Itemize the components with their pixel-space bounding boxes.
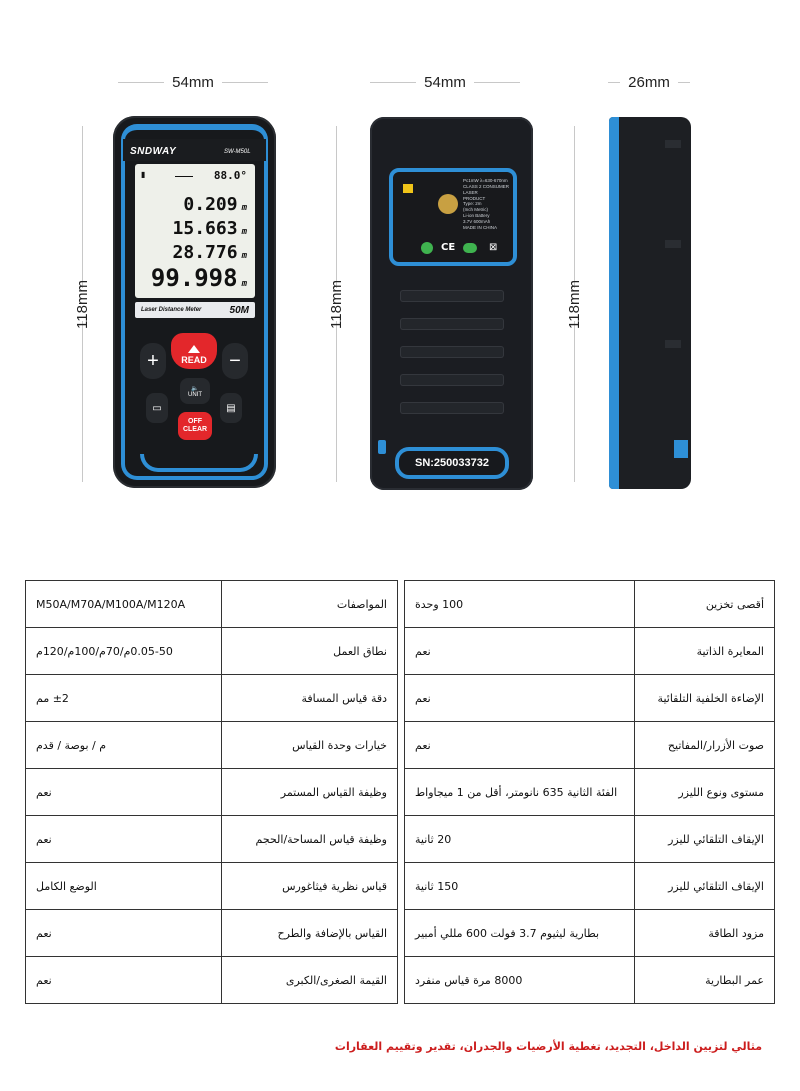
laser-icon: ▮ (141, 170, 146, 179)
spec-value: ±2 مم (26, 675, 222, 722)
plus-button[interactable]: + (140, 343, 166, 379)
spec-row (26, 816, 398, 863)
reading-3: 28.776 m (172, 242, 247, 263)
side-height-label: 118mm (564, 118, 584, 490)
back-label-text: Pc1mW λ=630-670nm CLASS 2 CONSUMER LASER PRODUCT Type: 2m (Inch Metric) Li-ion Battery 3.7V 600mAh MADE IN CHINA (463, 178, 510, 230)
reading-2: 15.663 m (172, 218, 247, 239)
spec-value: الوضع الكامل (26, 863, 222, 910)
spec-value: 0.05-50م/70م/100م/120م (26, 628, 222, 675)
spec-row (26, 910, 398, 957)
spec-key: القيمة الصغرى/الكبرى (222, 957, 398, 1004)
spec-value: 150 ثانية (405, 863, 635, 910)
spec-value: بطارية ليثيوم 3.7 فولت 600 مللي أمبير (405, 910, 635, 957)
front-height-label: 118mm (72, 118, 92, 490)
spec-row (405, 957, 775, 1004)
spec-row (405, 863, 775, 910)
side-notch (665, 140, 681, 148)
spec-row (26, 675, 398, 722)
laser-lens-icon (438, 194, 458, 214)
spec-value: م / بوصة / قدم (26, 722, 222, 769)
spec-row (26, 581, 398, 628)
serial-number: SN:250033732 (395, 447, 509, 479)
device-type-label: Laser Distance Meter (141, 307, 202, 313)
off-clear-button[interactable]: OFF CLEAR (178, 412, 212, 440)
lcd-display (135, 164, 255, 298)
bottom-bumper (140, 454, 258, 472)
spec-key: صوت الأزرار/المفاتيح (635, 722, 775, 769)
spec-value: 8000 مرة قياس منفرد (405, 957, 635, 1004)
spec-value: نعم (405, 675, 635, 722)
back-ridge (400, 402, 504, 414)
mode-button[interactable] (146, 393, 168, 423)
back-ridge (400, 290, 504, 302)
side-depth-label: 26mm (600, 72, 698, 92)
brand-logo: SNDWAY (130, 146, 177, 157)
reading-main: 99.998 m (150, 264, 247, 292)
side-notch (665, 340, 681, 348)
spec-value: نعم (26, 769, 222, 816)
spec-value: 100 وحدة (405, 581, 635, 628)
spec-key: وظيفة قياس المساحة/الحجم (222, 816, 398, 863)
spec-value: نعم (26, 957, 222, 1004)
side-notch (665, 240, 681, 248)
spec-value: نعم (26, 816, 222, 863)
read-button[interactable]: READ (171, 333, 217, 369)
mode-icon: ▭ (152, 402, 162, 414)
spec-row (405, 675, 775, 722)
back-width-label: 54mm (362, 72, 528, 92)
ce-mark-icon: CE (441, 242, 456, 253)
laser-warning-icon (403, 184, 413, 193)
speaker-icon: 🔈 (191, 385, 199, 392)
spec-row (405, 816, 775, 863)
spec-key: نطاق العمل (222, 628, 398, 675)
model-label: SW-M50L (224, 149, 251, 155)
spec-value: نعم (26, 910, 222, 957)
spec-row (405, 722, 775, 769)
spec-key: أقصى تخزين (635, 581, 775, 628)
spec-key: الإيقاف التلقائي لليزر (635, 863, 775, 910)
range-label: 50M (229, 304, 249, 316)
back-info-label (389, 168, 517, 266)
spec-row (26, 628, 398, 675)
minus-button[interactable]: − (222, 343, 248, 379)
spec-value: M50A/M70A/M100A/M120A (26, 581, 222, 628)
spec-key: دقة قياس المسافة (222, 675, 398, 722)
spec-key: الإضاءة الخلفية التلقائية (635, 675, 775, 722)
spec-value: نعم (405, 722, 635, 769)
spec-value: 20 ثانية (405, 816, 635, 863)
spec-key: مستوى ونوع الليزر (635, 769, 775, 816)
spec-row (405, 910, 775, 957)
device-label-strip (135, 302, 255, 318)
back-clip (378, 440, 386, 454)
spec-key: القياس بالإضافة والطرح (222, 910, 398, 957)
angle-reading: 88.0° (213, 169, 247, 182)
spec-key: الإيقاف التلقائي لليزر (635, 816, 775, 863)
level-bar (175, 176, 193, 177)
spec-row (26, 769, 398, 816)
spec-row (26, 863, 398, 910)
unit-button[interactable]: 🔈 UNIT (180, 378, 210, 404)
side-clip (674, 440, 688, 458)
spec-key: قياس نظرية فيثاغورس (222, 863, 398, 910)
front-width-label: 54mm (110, 72, 276, 92)
back-ridge (400, 346, 504, 358)
spec-key: المواصفات (222, 581, 398, 628)
spec-key: خيارات وحدة القياس (222, 722, 398, 769)
spec-table-right (404, 580, 775, 1004)
spec-table-left (25, 580, 398, 1004)
back-height-label: 118mm (326, 118, 346, 490)
reading-1: 0.209 m (183, 194, 247, 215)
spec-key: المعايرة الذاتية (635, 628, 775, 675)
spec-row (26, 957, 398, 1004)
spec-key: مزود الطاقة (635, 910, 775, 957)
spec-row (405, 769, 775, 816)
spec-key: وظيفة القياس المستمر (222, 769, 398, 816)
device-side-view (609, 117, 691, 489)
spec-key: عمر البطارية (635, 957, 775, 1004)
spec-value: الفئة الثانية 635 نانومتر، أقل من 1 ميجاواط (405, 769, 635, 816)
spec-row (405, 581, 775, 628)
spec-value: نعم (405, 628, 635, 675)
footer-note: مثالي لتزيين الداخل، التجديد، تغطية الأرضيات والجدران، تقدير وتقييم العقارات (334, 1040, 762, 1053)
eco-icon (421, 242, 433, 254)
recycle-bin-icon: ⊠ (489, 242, 498, 253)
rohs-icon (463, 243, 477, 253)
memory-icon: ▤ (226, 402, 236, 414)
back-ridge (400, 318, 504, 330)
spec-row (405, 628, 775, 675)
side-bumper-stripe (609, 117, 619, 489)
spec-row (26, 722, 398, 769)
back-ridge (400, 374, 504, 386)
memory-button[interactable] (220, 393, 242, 423)
